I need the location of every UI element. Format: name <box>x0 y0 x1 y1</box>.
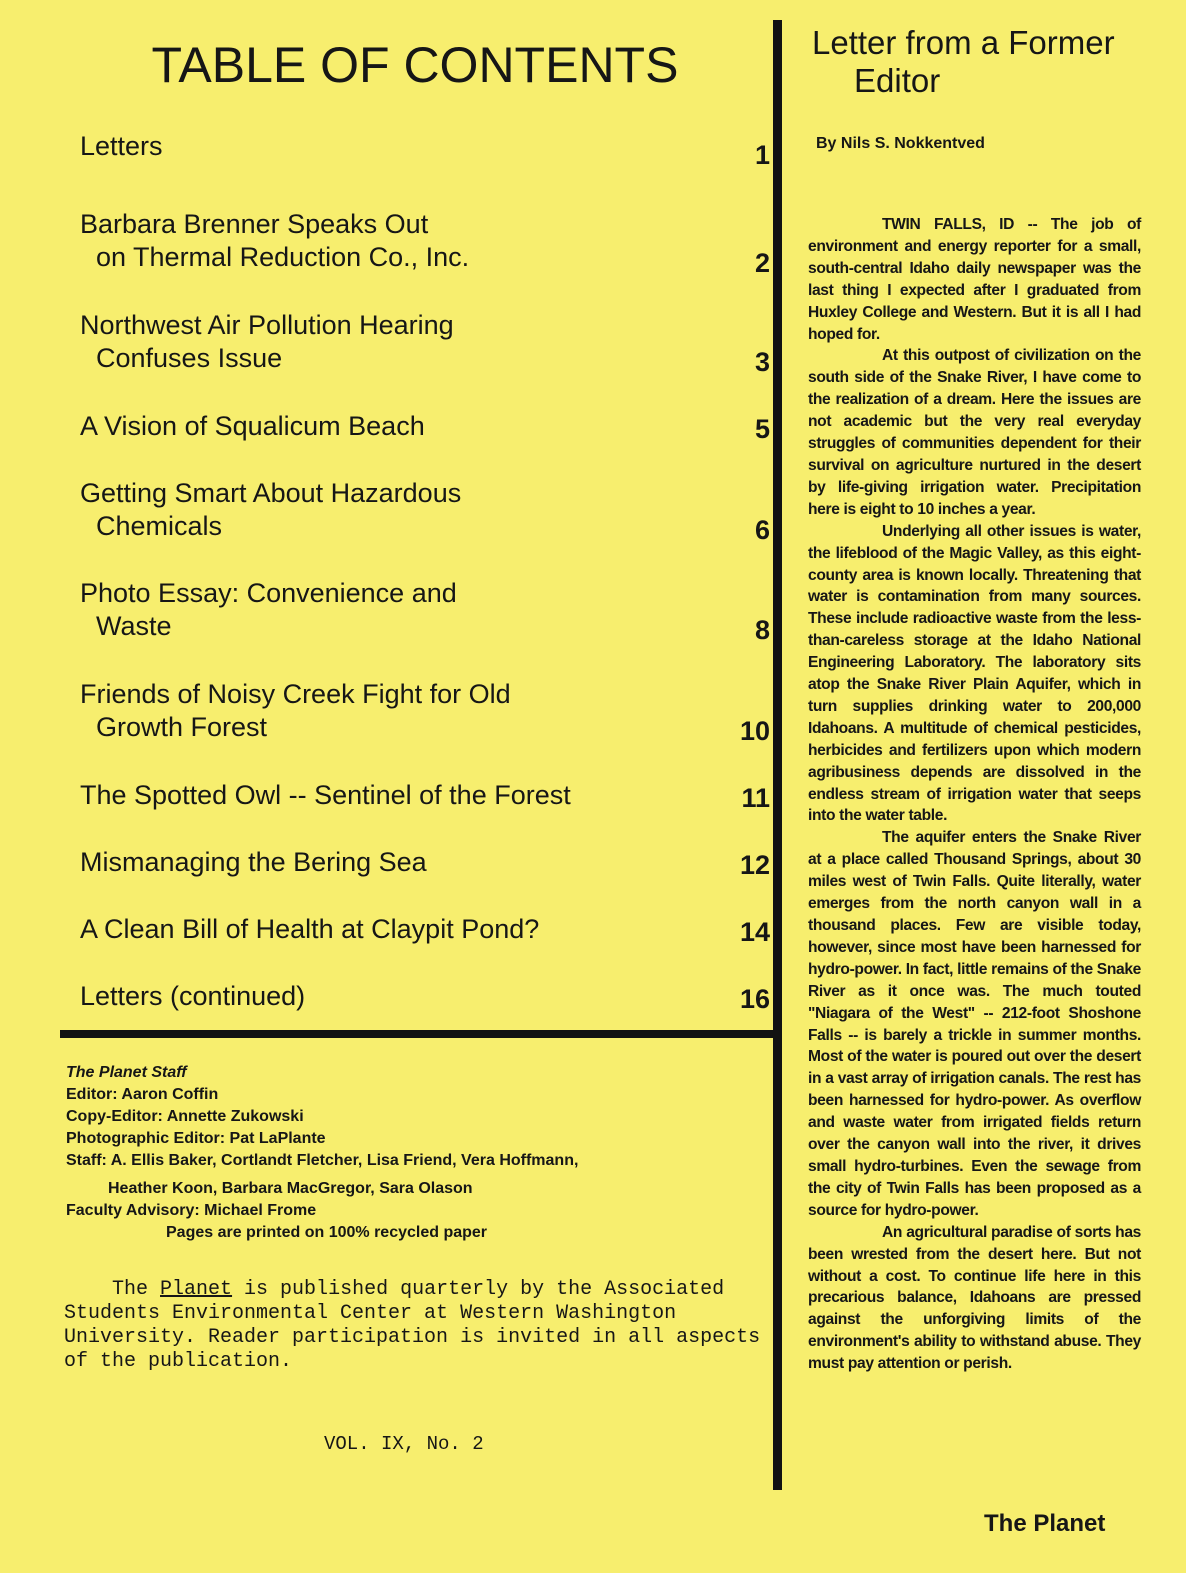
volume-number: VOL. IX, No. 2 <box>324 1433 484 1455</box>
toc-entry-page: 11 <box>741 783 770 813</box>
article-paragraph: Underlying all other issues is water, the lifeblood of the Magic Valley, as this eight-county area is known locally. Threatening that water is contamination from many sources. These include radioactive waste from the less-than-careless storage at the Idaho National Engineering Laboratory. The laboratory sits atop the Snake River Plain Aquifer, which in turn supplies drinking water to 200,000 Idahoans. A multitude of chemical pesticides, herbicides and fertilizers upon which modern agribusiness depends are dissolved in the endless stream of irrigation water that seeps into the water table. <box>808 522 1141 825</box>
toc-entry-title: Northwest Air Pollution Hearing Confuses Issue <box>80 310 454 373</box>
toc-entry-page: 8 <box>754 615 770 645</box>
toc-entry-page: 6 <box>754 515 770 545</box>
toc-entry-title: The Spotted Owl -- Sentinel of the Forest <box>80 780 571 810</box>
article-body <box>808 214 1141 1375</box>
toc-entry-title: Barbara Brenner Speaks Out on Thermal Reduction Co., Inc. <box>80 209 470 272</box>
staff-advisory: Faculty Advisory: Michael Frome <box>66 1202 317 1219</box>
pub-name: Planet <box>160 1278 233 1301</box>
vertical-divider <box>773 20 782 1490</box>
staff-editor: Editor: Aaron Coffin <box>66 1086 219 1103</box>
staff-copy-editor: Copy-Editor: Annette Zukowski <box>66 1108 304 1125</box>
staff-photo-editor: Photographic Editor: Pat LaPlante <box>66 1130 326 1147</box>
pub-text-before: The <box>112 1278 161 1301</box>
horizontal-divider <box>60 1030 776 1038</box>
toc-entry-title: Mismanaging the Bering Sea <box>80 847 427 877</box>
article-paragraph: TWIN FALLS, ID -- The job of environment and energy reporter for a small, south-central Idaho daily newspaper was the last thing I expected after I graduated from Huxley College and Western. But it is all I had hoped for. <box>808 216 1141 343</box>
recycled-note: Pages are printed on 100% recycled paper <box>166 1224 488 1241</box>
toc-entry-title: A Clean Bill of Health at Claypit Pond? <box>80 914 540 944</box>
staff-heading: The Planet Staff <box>66 1064 187 1081</box>
toc-entry-page: 5 <box>754 414 770 444</box>
toc-entry-page: 2 <box>754 248 770 278</box>
toc-entry-title: A Vision of Squalicum Beach <box>80 411 425 441</box>
toc-entry-page: 1 <box>754 140 770 170</box>
toc-entry-page: 3 <box>754 347 770 377</box>
toc-entry-page: 16 <box>739 984 770 1014</box>
article-paragraph: At this outpost of civilization on the south side of the Snake River, I have come to the realization of a dream. Here the issues are not academic but the very real everyday struggles of communities dependent for their survival on agriculture nurtured in the desert by life-giving irrigation water. Precipitation here is eight to 10 inches a year. <box>808 347 1141 518</box>
staff-members-continued: Heather Koon, Barbara MacGregor, Sara Olason <box>108 1180 473 1197</box>
staff-members: Staff: A. Ellis Baker, Cortlandt Fletcher, Lisa Friend, Vera Hoffmann, <box>66 1152 579 1169</box>
article-paragraph: The aquifer enters the Snake River at a place called Thousand Springs, about 30 miles west of Twin Falls. Quite literally, water emerges from the north canyon wall in a thousand places. Few are visible today, however, since most have been harnessed for hydro-power. In fact, little remains of the Snake River as it once was. The much touted "Niagara of the West" -- 212-foot Shoshone Falls -- is barely a trickle in summer months. Most of the water is poured out over the desert in a vast array of irrigation canals. The rest has been harnessed for hydro-power. As overflow and waste water from irrigated fields return over the canyon wall into the river, it drives small hydro-turbines. Even the sewage from the city of Twin Falls has been proposed as a source for hydro-power. <box>808 829 1141 1219</box>
pub-text-after: is published quarterly by the Associated Students Environmental Center at Western Washington University. Reader participation is invited in all aspects of the publication. <box>64 1278 761 1373</box>
toc-entry-title: Photo Essay: Convenience and Waste <box>80 578 457 641</box>
staff-box <box>66 1062 766 1244</box>
toc-title: TABLE OF CONTENTS <box>151 37 679 93</box>
article-byline: By Nils S. Nokkentved <box>816 135 985 152</box>
toc-list <box>80 0 770 1030</box>
footer-publication-name: The Planet <box>984 1510 1106 1537</box>
toc-entry-page: 10 <box>739 716 770 746</box>
toc-entry-title: Letters (continued) <box>80 981 306 1011</box>
toc-entry-page: 14 <box>739 917 770 947</box>
toc-entry-title: Getting Smart About Hazardous Chemicals <box>80 478 462 541</box>
article-title: Letter from a Former Editor <box>812 24 1115 99</box>
toc-entry-page: 12 <box>739 850 770 880</box>
article-paragraph: An agricultural paradise of sorts has been wrested from the desert here. But not without a cost. To continue life here in this precarious balance, Idahoans are pressed against the unforgiving limits of the environment's ability to withstand abuse. They must pay attention or perish. <box>808 1223 1141 1373</box>
toc-entry-title: Letters <box>80 131 163 161</box>
publication-statement <box>64 1278 764 1374</box>
toc-entry-title: Friends of Noisy Creek Fight for Old Growth Forest <box>80 679 511 742</box>
